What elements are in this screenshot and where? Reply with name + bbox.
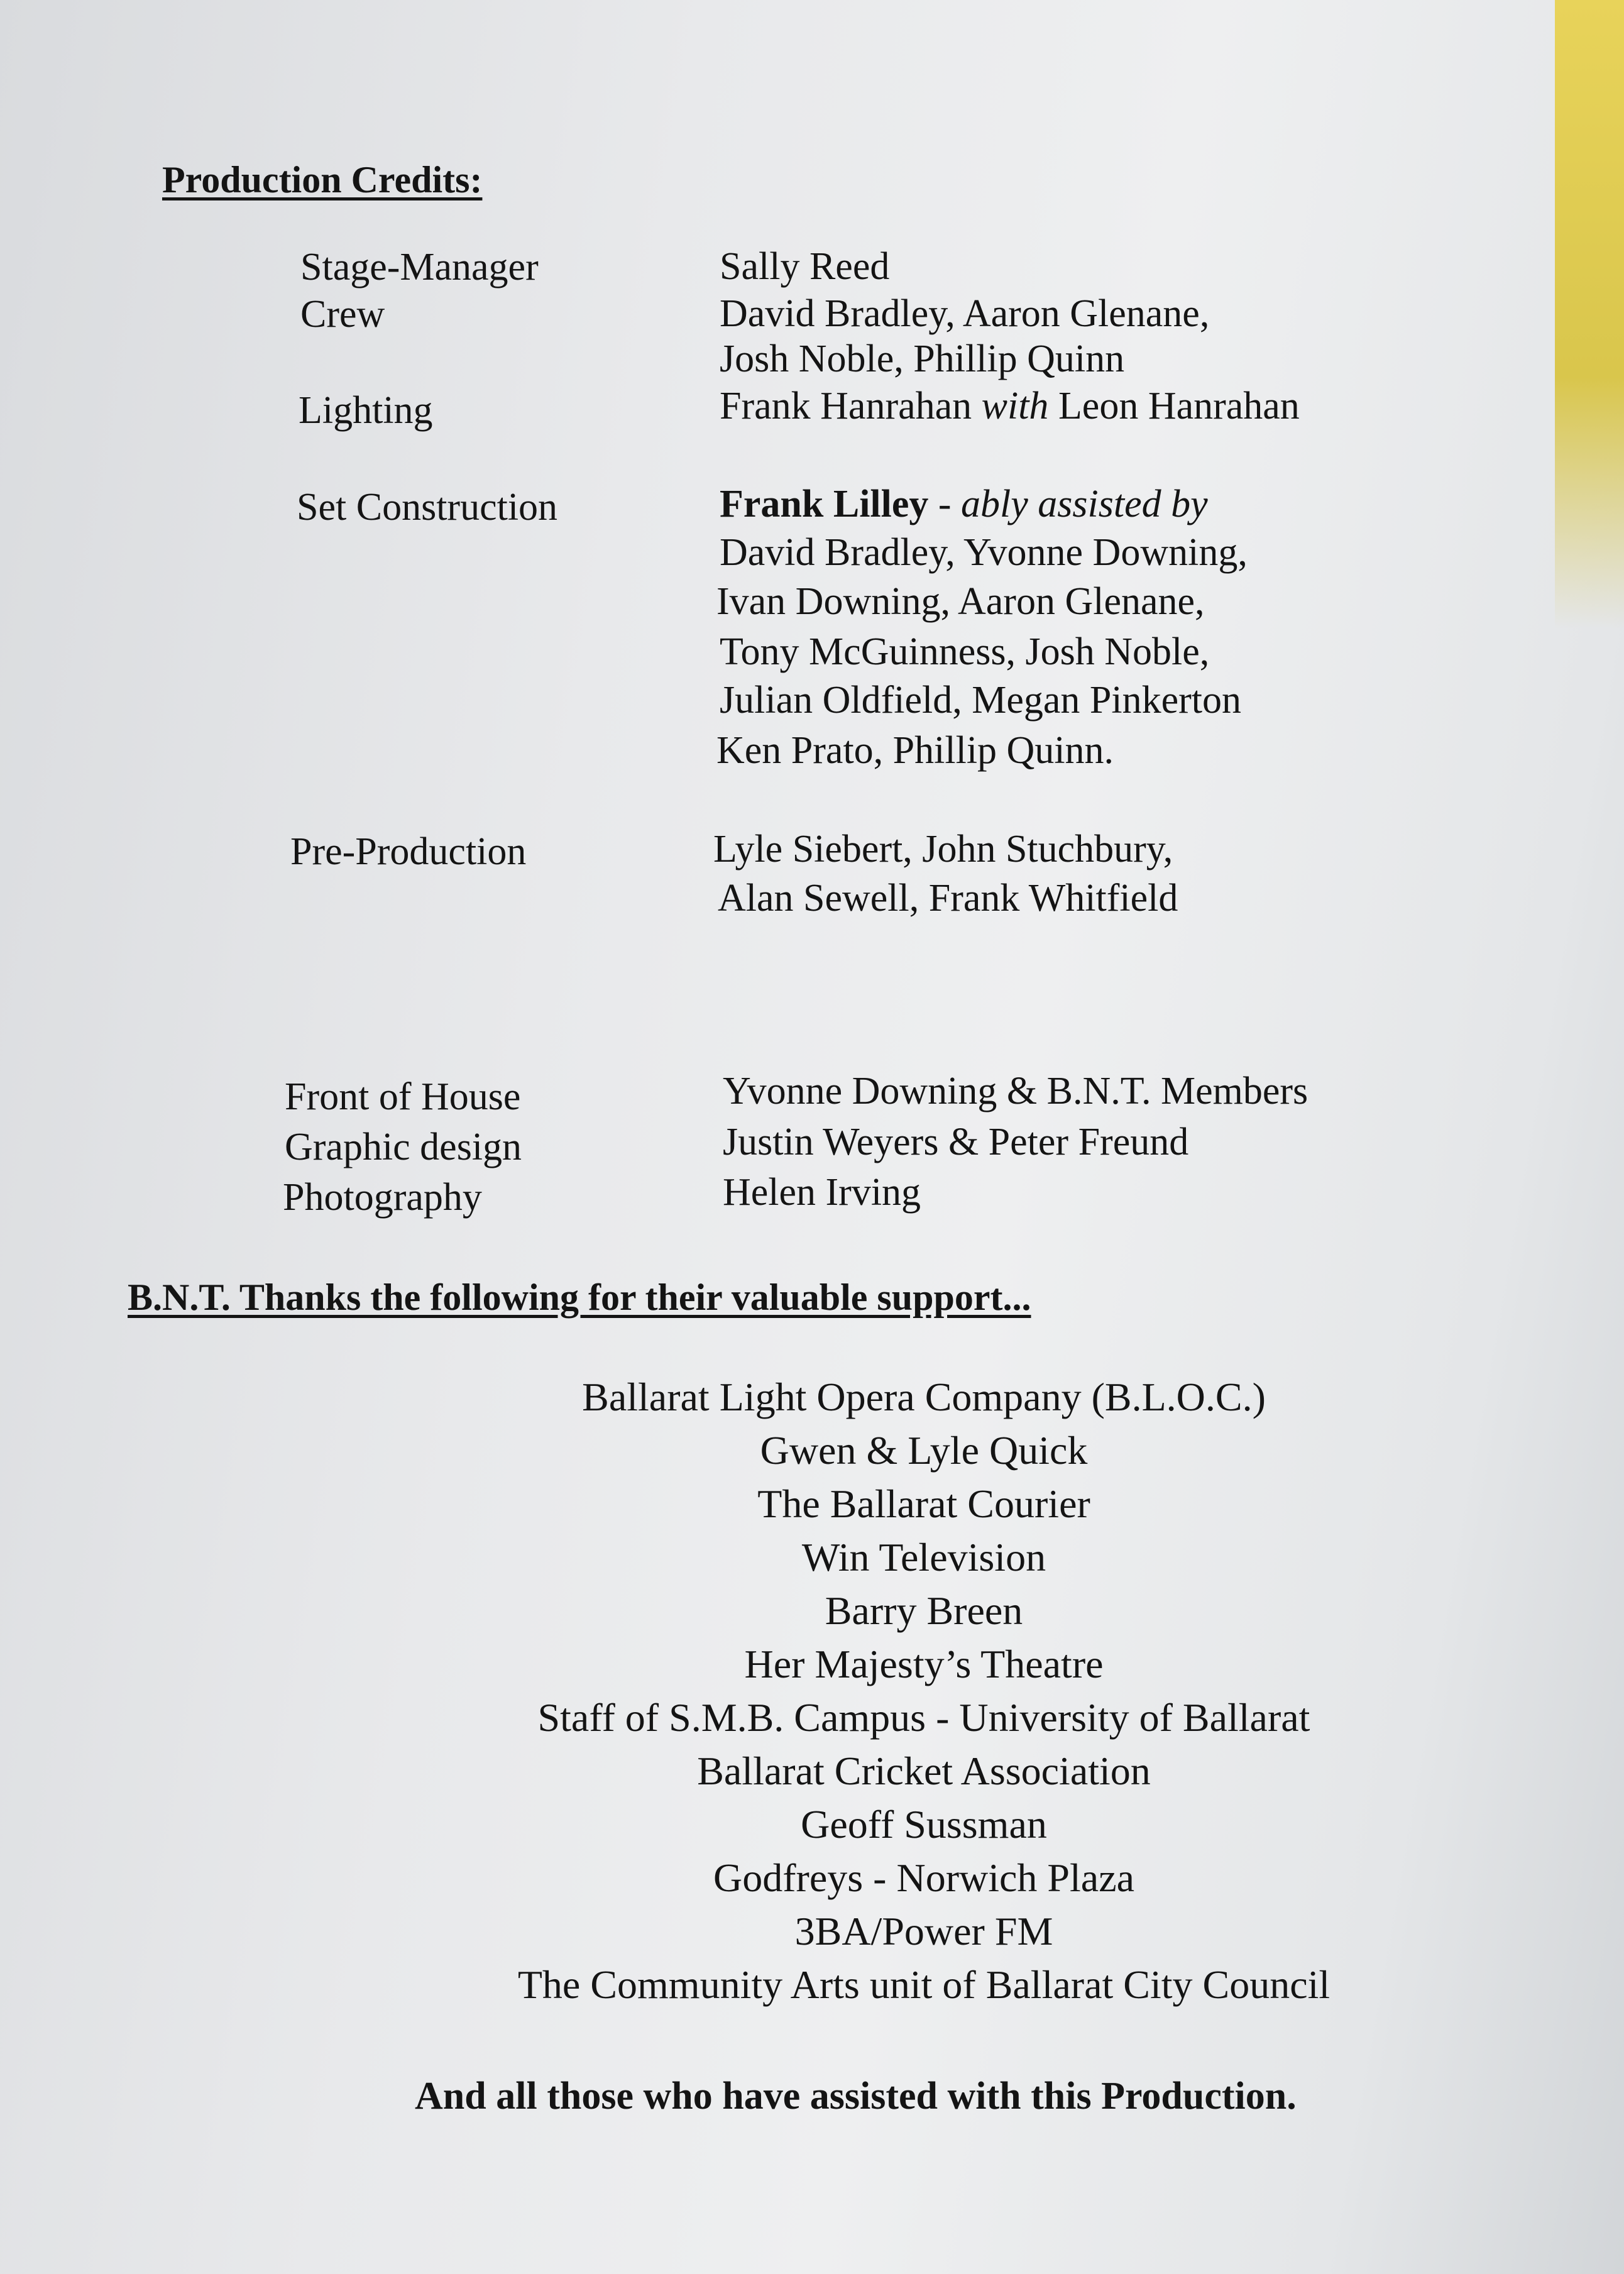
credit-value-pre-production-1: Lyle Siebert, John Stuchbury, [713,828,1173,871]
set-construction-connector: - ably assisted by [938,483,1208,525]
thanks-heading: B.N.T. Thanks the following for their valuable support... [128,1277,1031,1318]
credit-label-graphic-design: Graphic design [285,1126,522,1168]
list-item: Gwen & Lyle Quick [760,1428,1088,1473]
credit-value-stage-manager: Sally Reed [720,245,890,288]
credit-value-pre-production-2: Alan Sewell, Frank Whitfield [718,877,1178,920]
list-item: The Community Arts unit of Ballarat City Council [517,1962,1330,2007]
credit-value-lighting [720,382,1300,431]
list-item: Win Television [801,1535,1046,1579]
lighting-assistant: Leon Hanrahan [1058,385,1300,427]
list-item: Staff of S.M.B. Campus - University of Ballarat [537,1695,1310,1740]
credit-value-graphic-design: Justin Weyers & Peter Freund [723,1121,1189,1163]
list-item: Ballarat Light Opera Company (B.L.O.C.) [582,1375,1266,1419]
credit-value-front-of-house: Yvonne Downing & B.N.T. Members [723,1070,1309,1112]
credit-label-pre-production: Pre-Production [290,830,527,873]
list-item: The Ballarat Courier [757,1481,1090,1526]
yellow-page-edge [1555,0,1624,629]
lighting-connector: with [981,385,1049,427]
credit-value-set-construction-5: Ken Prato, Phillip Quinn. [716,729,1114,772]
list-item: Godfreys - Norwich Plaza [713,1855,1134,1900]
credit-value-set-construction-1: David Bradley, Yvonne Downing, [720,531,1248,574]
list-item: 3BA/Power FM [794,1909,1053,1953]
credit-label-front-of-house: Front of House [285,1075,521,1118]
credit-label-crew: Crew [300,293,385,336]
thanks-list [0,1370,1624,2011]
closing-line: And all those who have assisted with this Production. [415,2075,1297,2117]
credit-value-set-construction-3: Tony McGuinness, Josh Noble, [720,630,1210,673]
credit-label-stage-manager: Stage-Manager [300,246,539,288]
credit-label-set-construction: Set Construction [297,486,558,529]
credit-value-set-construction-lead [720,480,1208,529]
set-construction-lead: Frank Lilley [720,483,929,525]
credit-value-crew-2: Josh Noble, Phillip Quinn [720,338,1125,380]
list-item: Barry Breen [825,1588,1023,1633]
list-item: Ballarat Cricket Association [697,1749,1151,1793]
credit-value-crew-1: David Bradley, Aaron Glenane, [720,292,1210,335]
production-credits-heading: Production Credits: [162,159,483,200]
list-item: Geoff Sussman [801,1802,1047,1847]
credit-value-set-construction-2: Ivan Downing, Aaron Glenane, [716,580,1205,623]
credit-label-photography: Photography [283,1176,482,1219]
list-item: Her Majesty’s Theatre [744,1642,1104,1686]
credit-label-lighting: Lighting [299,389,433,432]
lighting-lead: Frank Hanrahan [720,385,972,427]
credit-value-set-construction-4: Julian Oldfield, Megan Pinkerton [720,679,1241,722]
credit-value-photography: Helen Irving [723,1171,921,1214]
